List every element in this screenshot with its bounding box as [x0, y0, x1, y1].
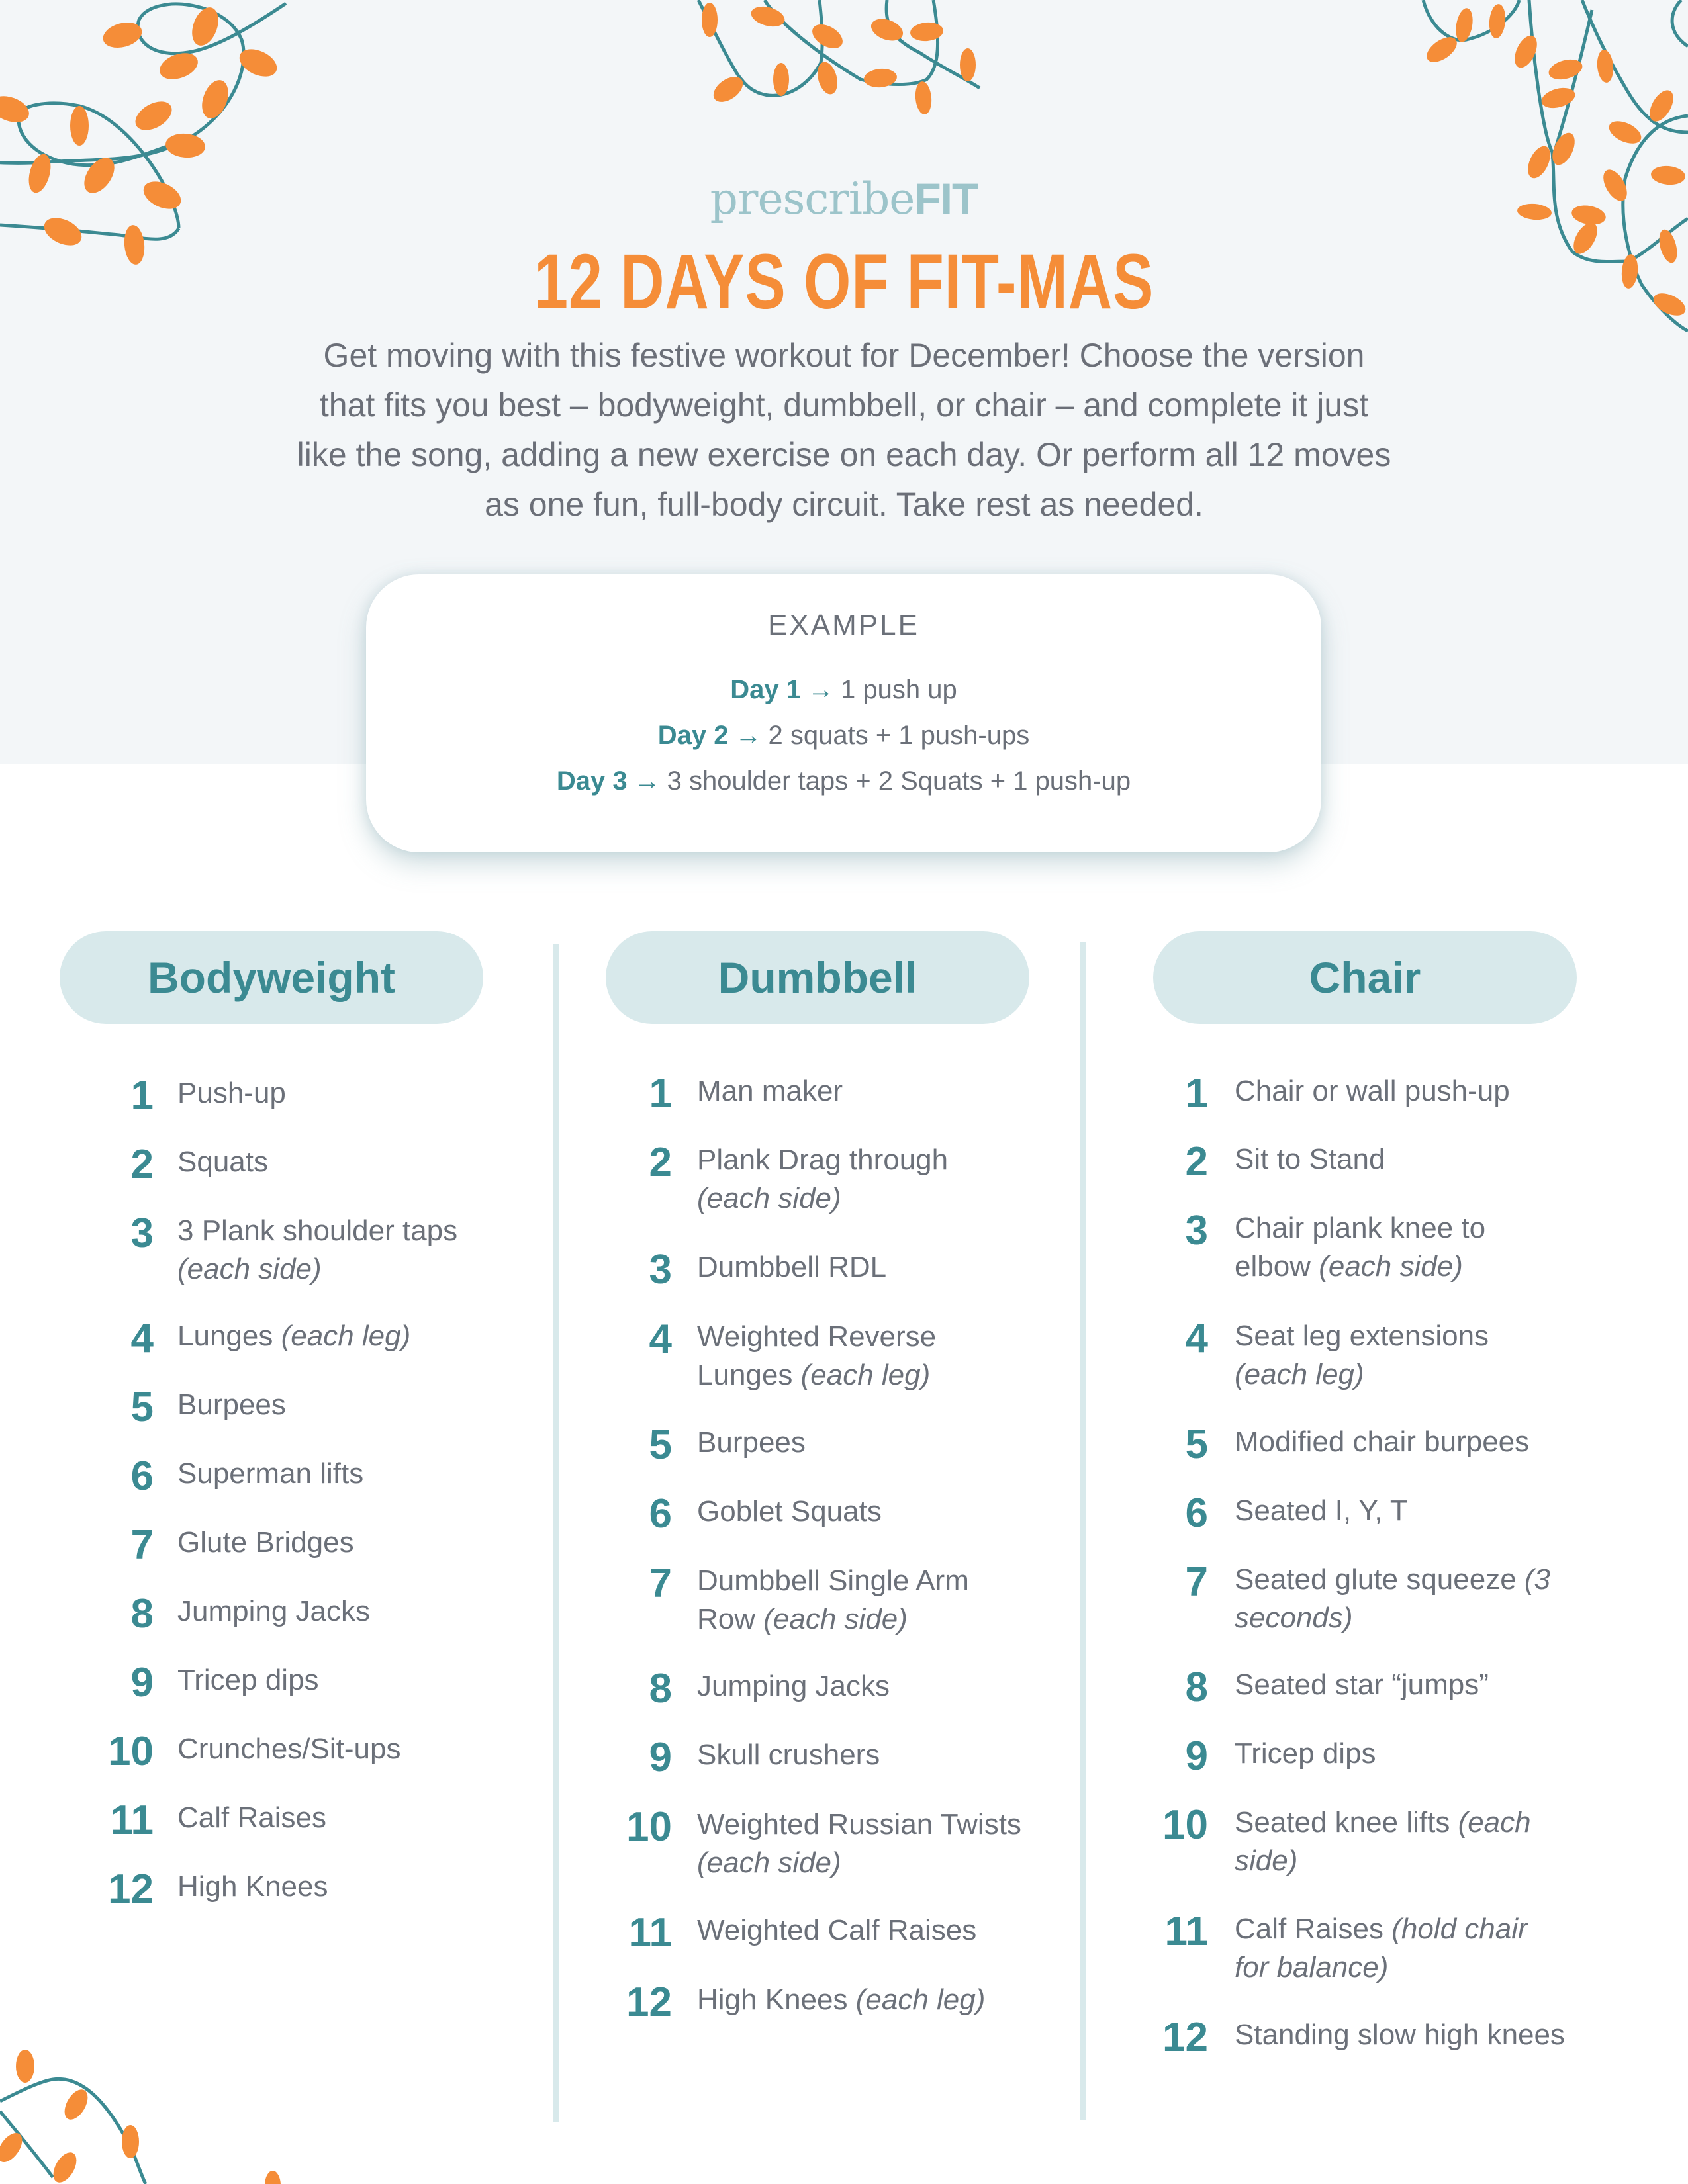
item-note: (each leg) — [800, 1359, 931, 1391]
item-text: Seated knee lifts — [1235, 1806, 1450, 1839]
list-item — [566, 1142, 1028, 1218]
list-item — [1102, 1318, 1566, 1394]
list-item — [48, 1662, 508, 1704]
list-item — [566, 1073, 1028, 1115]
list-item — [1102, 1490, 1566, 1536]
list-item — [566, 1247, 1028, 1293]
item-text: Tricep dips — [177, 1664, 319, 1696]
item-number: 11 — [110, 1797, 154, 1843]
item-label — [177, 1730, 508, 1768]
list-item — [1102, 1664, 1566, 1710]
item-number: 1 — [649, 1071, 672, 1116]
item-number: 5 — [130, 1385, 154, 1430]
item-note: (each leg) — [281, 1320, 411, 1352]
item-number: 2 — [1185, 1139, 1208, 1185]
item-note: (each side) — [177, 1253, 322, 1285]
list-item — [566, 1737, 1028, 1778]
item-number: 8 — [130, 1591, 154, 1637]
logo-light-text: prescribe — [710, 173, 915, 224]
item-number: 3 — [130, 1210, 154, 1256]
item-label — [1235, 1072, 1566, 1111]
arrow-right-icon: → — [735, 721, 762, 750]
list-item — [1102, 1802, 1566, 1880]
item-number: 10 — [108, 1729, 154, 1774]
example-text: 2 squats + 1 push-ups — [768, 721, 1030, 750]
item-label — [1235, 1803, 1566, 1880]
item-number: 9 — [649, 1735, 672, 1780]
item-text: Push-up — [177, 1077, 286, 1109]
item-note: (each side) — [697, 1182, 841, 1214]
item-note: (each leg) — [855, 1983, 986, 2016]
intro-line: like the song, adding a new exercise on each day. Or perform all 12 moves — [297, 436, 1391, 473]
example-line — [366, 758, 1321, 804]
item-text: Chair or wall push-up — [1235, 1075, 1510, 1107]
list-item — [566, 1910, 1028, 1956]
list-item — [48, 1453, 508, 1499]
heading-bodyweight — [60, 931, 483, 1024]
item-label — [697, 1805, 1028, 1882]
string-lights-bottom-left-icon — [0, 2012, 331, 2184]
intro-line: that fits you best – bodyweight, dumbbell, or chair – and complete it just — [319, 387, 1369, 424]
example-lines — [366, 667, 1321, 804]
item-number: 12 — [108, 1866, 154, 1912]
item-number: 8 — [649, 1666, 672, 1711]
list-item — [48, 1591, 508, 1637]
item-number: 1 — [1185, 1071, 1208, 1116]
item-text: Burpees — [697, 1426, 806, 1459]
brand-logo — [0, 173, 1688, 224]
intro-paragraph — [218, 331, 1470, 529]
list-item — [566, 1979, 1028, 2025]
item-number: 10 — [626, 1804, 672, 1850]
item-text: Plank Drag through — [697, 1144, 949, 1176]
item-number: 4 — [649, 1316, 672, 1362]
item-text: Seated I, Y, T — [1235, 1494, 1408, 1527]
example-day: Day 1 — [730, 675, 802, 704]
list-item — [48, 1210, 508, 1289]
item-label — [1235, 1492, 1566, 1530]
item-label — [697, 1492, 1028, 1531]
item-number: 7 — [1185, 1559, 1208, 1605]
example-text: 3 shoulder taps + 2 Squats + 1 push-up — [667, 766, 1131, 796]
item-text: Chair plank knee to elbow — [1235, 1212, 1486, 1283]
item-text: Burpees — [177, 1388, 286, 1421]
item-label — [177, 1386, 508, 1424]
item-note: (each side) — [1319, 1250, 1463, 1283]
heading-label: Bodyweight — [148, 953, 395, 1002]
item-label — [177, 1455, 508, 1493]
item-number: 11 — [628, 1910, 672, 1956]
item-text: Tricep dips — [1235, 1737, 1376, 1770]
list-item — [48, 1318, 508, 1359]
item-note: (each side) — [763, 1603, 908, 1635]
page-title: 12 DAYS OF FIT-MAS — [534, 238, 1154, 326]
item-note: (hold chair for balance) — [1235, 1913, 1528, 1983]
item-label — [697, 1424, 1028, 1462]
item-number: 1 — [130, 1073, 154, 1118]
item-text: Weighted Reverse Lunges — [697, 1320, 937, 1391]
list-item — [1102, 1210, 1566, 1286]
arrow-right-icon: → — [633, 766, 661, 796]
item-label — [177, 1592, 508, 1631]
list-item — [566, 1422, 1028, 1468]
item-note: (each leg) — [1235, 1358, 1364, 1390]
item-number: 7 — [649, 1561, 672, 1606]
item-label — [177, 1868, 508, 1906]
list-item — [48, 1731, 508, 1772]
arrow-right-icon: → — [808, 675, 835, 704]
item-label — [1235, 1666, 1566, 1704]
item-note: (each side) — [697, 1846, 841, 1879]
item-number: 5 — [1185, 1422, 1208, 1467]
column-divider — [553, 944, 559, 2122]
item-number: 11 — [1164, 1909, 1208, 1954]
item-label — [697, 1736, 1028, 1774]
item-note: (3 seconds) — [1235, 1563, 1551, 1634]
item-label — [697, 1248, 1028, 1287]
item-number: 10 — [1162, 1802, 1208, 1848]
item-label — [177, 1661, 508, 1700]
item-number: 3 — [1185, 1208, 1208, 1253]
list-item — [48, 1866, 508, 1912]
list-item — [1102, 1911, 1566, 1987]
example-card — [366, 574, 1321, 852]
item-label — [697, 1141, 1028, 1218]
list-item — [566, 1804, 1028, 1882]
item-label — [1235, 1317, 1566, 1394]
list-item — [48, 1522, 508, 1568]
item-text: 3 Plank shoulder taps — [177, 1214, 458, 1247]
item-label — [697, 1562, 1028, 1639]
list-item — [1102, 1139, 1566, 1185]
item-text: Crunches/Sit-ups — [177, 1733, 401, 1765]
item-text: Seat leg extensions — [1235, 1320, 1489, 1352]
item-text: Standing slow high knees — [1235, 2019, 1565, 2051]
item-number: 2 — [649, 1140, 672, 1185]
example-day: Day 2 — [657, 721, 729, 750]
item-number: 5 — [649, 1422, 672, 1468]
item-label — [177, 1143, 508, 1181]
item-text: Dumbbell RDL — [697, 1251, 887, 1283]
item-text: Jumping Jacks — [697, 1670, 890, 1702]
item-note: (each side) — [1235, 1806, 1531, 1877]
item-text: Sit to Stand — [1235, 1143, 1385, 1175]
list-item — [566, 1668, 1028, 1709]
item-label — [697, 1667, 1028, 1706]
list-item — [48, 1144, 508, 1185]
item-label — [1235, 1910, 1566, 1987]
item-label — [697, 1981, 1028, 2019]
list-item — [1102, 2017, 1566, 2058]
item-label — [177, 1317, 508, 1355]
item-text: Goblet Squats — [697, 1495, 882, 1527]
item-number: 12 — [626, 1979, 672, 2025]
item-text: High Knees — [177, 1870, 328, 1903]
item-text: Lunges — [177, 1320, 273, 1352]
item-text: Modified chair burpees — [1235, 1426, 1530, 1458]
item-label — [1235, 2016, 1566, 2054]
item-number: 4 — [1185, 1316, 1208, 1361]
item-number: 8 — [1185, 1664, 1208, 1710]
list-item — [48, 1797, 508, 1843]
intro-line: Get moving with this festive workout for December! Choose the version — [323, 337, 1365, 374]
item-text: High Knees — [697, 1983, 848, 2016]
item-text: Calf Raises — [1235, 1913, 1383, 1945]
item-label — [177, 1212, 508, 1289]
list-item — [566, 1563, 1028, 1639]
example-line — [366, 667, 1321, 713]
item-text: Jumping Jacks — [177, 1595, 371, 1627]
item-label — [697, 1318, 1028, 1394]
item-label — [1235, 1561, 1566, 1637]
item-number: 6 — [649, 1491, 672, 1537]
list-item — [1102, 1733, 1566, 1779]
list-item — [48, 1075, 508, 1116]
example-day: Day 3 — [556, 766, 628, 796]
heading-label: Chair — [1309, 953, 1421, 1002]
item-text: Weighted Calf Raises — [697, 1914, 977, 1946]
item-label — [1235, 1423, 1566, 1461]
item-text: Superman lifts — [177, 1457, 364, 1490]
item-label — [177, 1799, 508, 1837]
item-number: 6 — [130, 1453, 154, 1499]
item-text: Squats — [177, 1146, 268, 1178]
item-text: Skull crushers — [697, 1739, 880, 1771]
list-item — [566, 1491, 1028, 1537]
heading-dumbbell — [606, 931, 1029, 1024]
item-number: 3 — [649, 1247, 672, 1293]
list-item — [48, 1387, 508, 1428]
column-divider — [1080, 942, 1086, 2120]
item-label — [1235, 1209, 1566, 1286]
example-text: 1 push up — [841, 675, 957, 704]
item-text: Calf Raises — [177, 1801, 326, 1834]
list-item — [1102, 1559, 1566, 1637]
item-number: 7 — [130, 1522, 154, 1568]
list-item — [1102, 1073, 1566, 1115]
heading-chair — [1153, 931, 1577, 1024]
item-text: Seated star “jumps” — [1235, 1668, 1489, 1701]
item-label — [1235, 1735, 1566, 1773]
intro-line: as one fun, full-body circuit. Take rest as needed. — [485, 486, 1203, 523]
example-title: EXAMPLE — [768, 609, 919, 641]
item-label — [697, 1072, 1028, 1111]
heading-label: Dumbbell — [718, 953, 917, 1002]
list-item — [1102, 1424, 1566, 1465]
item-number: 9 — [130, 1660, 154, 1706]
item-text: Glute Bridges — [177, 1526, 354, 1559]
item-text: Weighted Russian Twists — [697, 1808, 1021, 1841]
logo-bold-text: FIT — [914, 174, 978, 223]
item-text: Man maker — [697, 1075, 843, 1107]
item-number: 6 — [1185, 1490, 1208, 1536]
item-number: 2 — [130, 1142, 154, 1187]
example-line — [366, 713, 1321, 758]
item-label — [1235, 1140, 1566, 1179]
item-number: 4 — [130, 1316, 154, 1361]
item-label — [177, 1524, 508, 1562]
item-label — [697, 1911, 1028, 1950]
item-number: 9 — [1185, 1733, 1208, 1779]
item-text: Seated glute squeeze — [1235, 1563, 1517, 1596]
list-item — [566, 1316, 1028, 1394]
item-label — [177, 1074, 508, 1113]
item-text: Dumbbell Single Arm Row — [697, 1565, 969, 1635]
item-number: 12 — [1162, 2015, 1208, 2060]
